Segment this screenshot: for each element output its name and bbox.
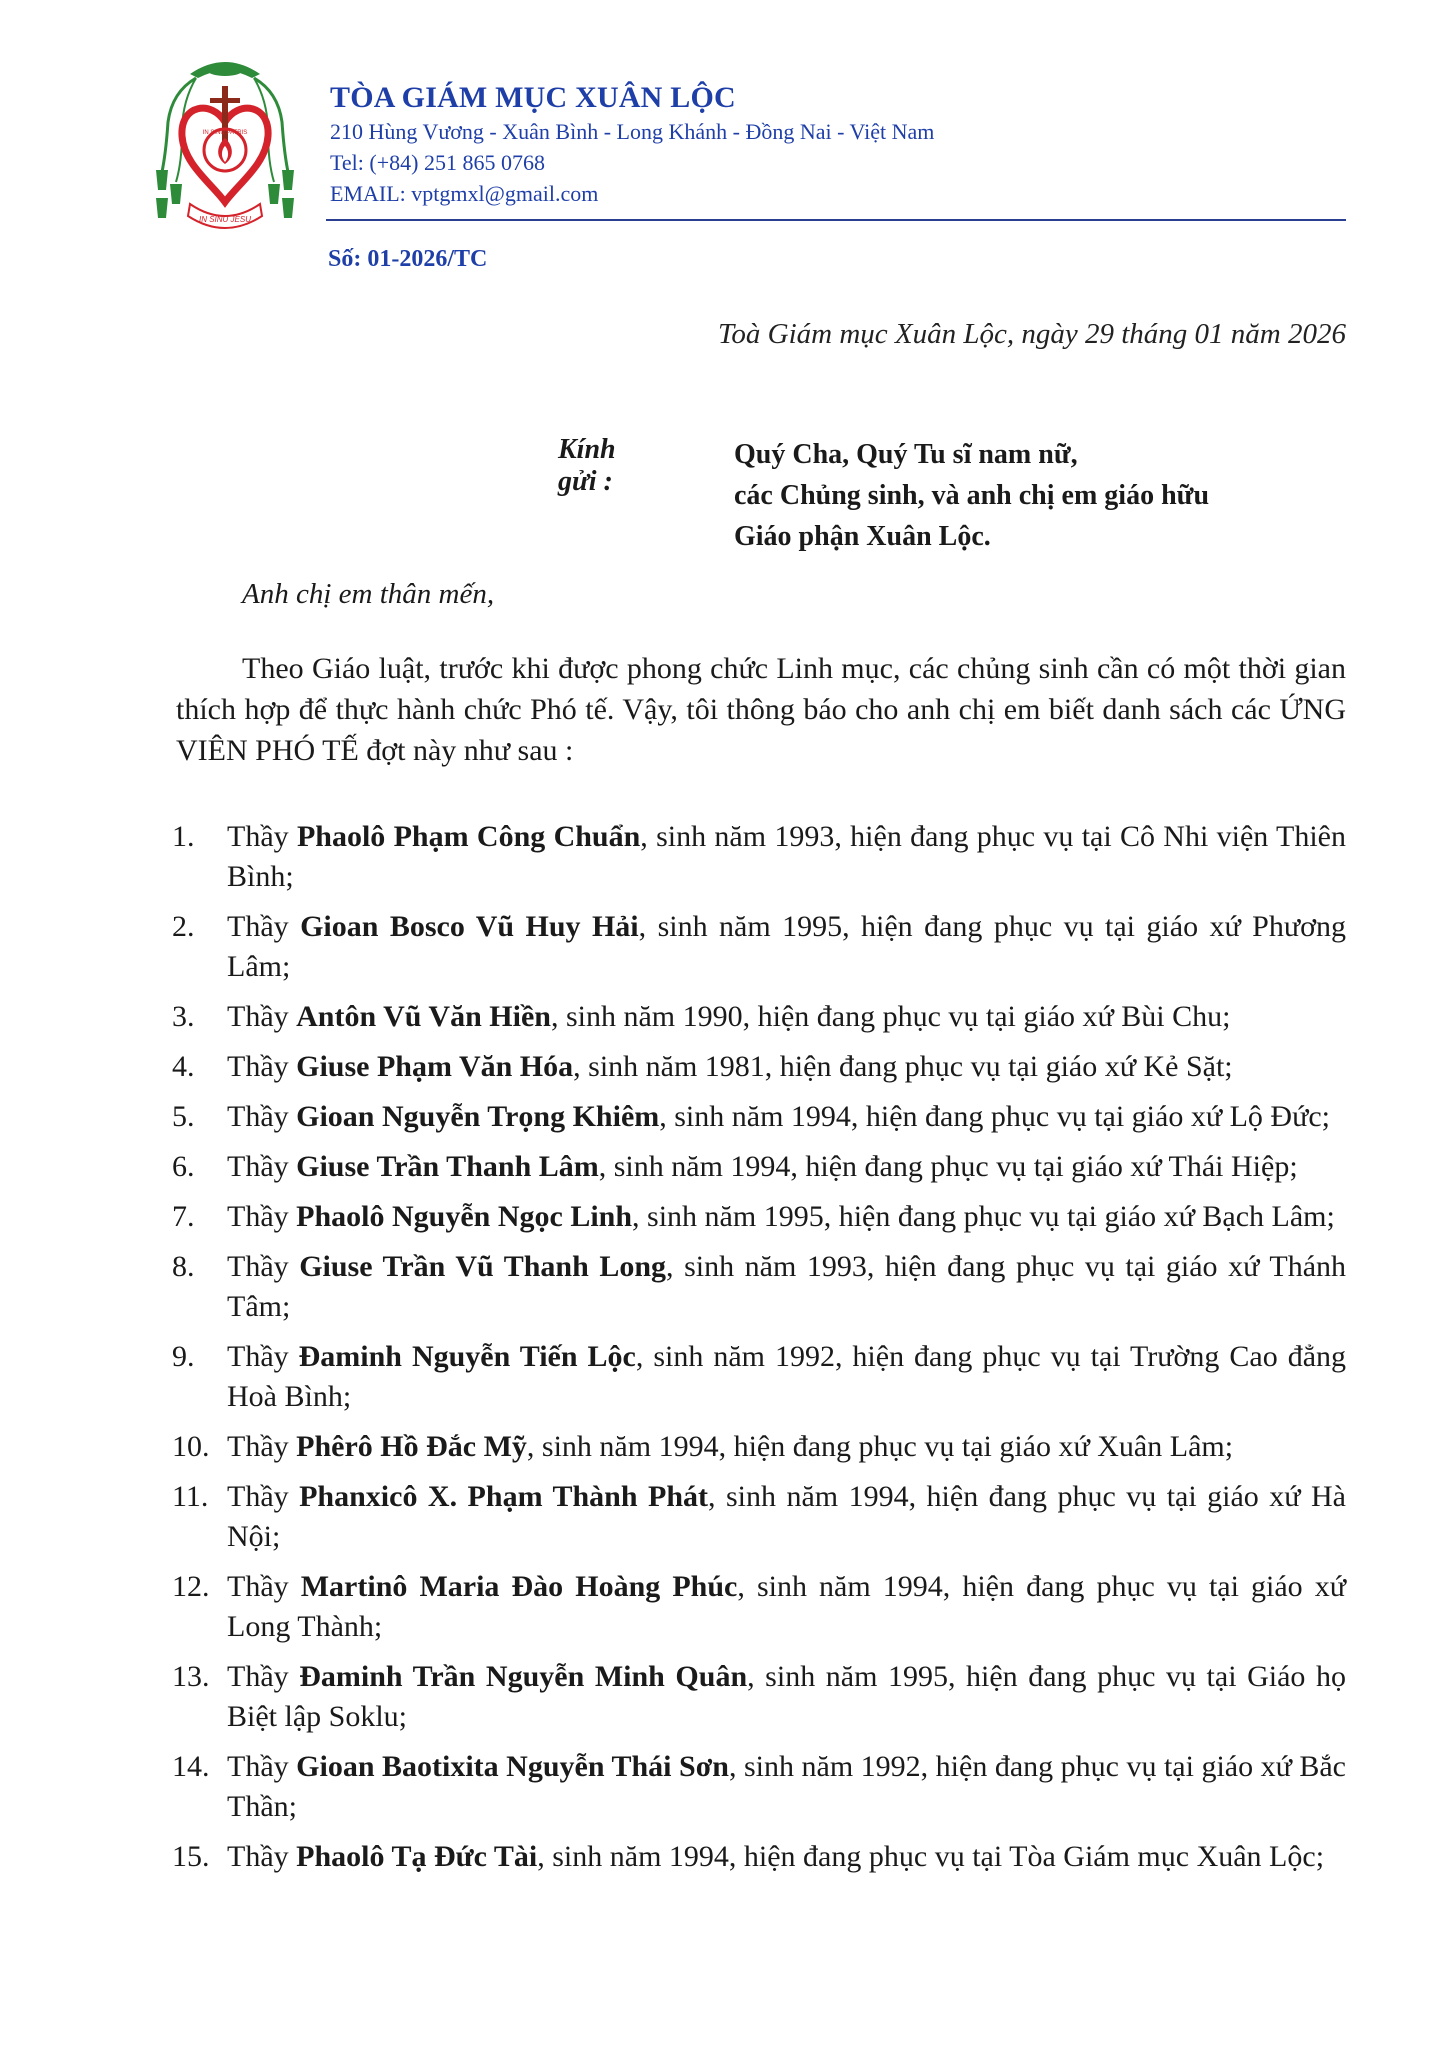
list-item: 15. Thầy Phaolô Tạ Đức Tài, sinh năm 1994, hiện đang phục vụ tại Tòa Giám mục Xuân Lộc; [176, 1837, 1346, 1877]
candidate-name: Martinô Maria Đào Hoàng Phúc [300, 1570, 738, 1603]
candidate-name: Giuse Trần Thanh Lâm [296, 1150, 599, 1183]
diocese-coat-of-arms-logo [152, 52, 298, 240]
candidate-name: Gioan Nguyễn Trọng Khiêm [296, 1100, 660, 1133]
candidate-name: Phaolô Phạm Công Chuẩn [296, 820, 641, 853]
list-item: 6. Thầy Giuse Trần Thanh Lâm, sinh năm 1994, hiện đang phục vụ tại giáo xứ Thái Hiệp; [176, 1147, 1346, 1187]
candidate-name: Đaminh Nguyễn Tiến Lộc [298, 1340, 636, 1373]
item-number: 10. [172, 1430, 210, 1463]
organization-header [330, 80, 934, 209]
list-item: 14. Thầy Gioan Baotixita Nguyễn Thái Sơn, sinh năm 1992, hiện đang phục vụ tại giáo xứ Bắc Thần; [176, 1747, 1346, 1827]
candidate-name: Gioan Bosco Vũ Huy Hải [300, 910, 639, 943]
item-number: 9. [172, 1340, 195, 1373]
list-item: 3. Thầy Antôn Vũ Văn Hiền, sinh năm 1990, hiện đang phục vụ tại giáo xứ Bùi Chu; [176, 997, 1346, 1037]
list-item: 2. Thầy Gioan Bosco Vũ Huy Hải, sinh năm 1995, hiện đang phục vụ tại giáo xứ Phương Lâm; [176, 907, 1346, 987]
header-divider [326, 219, 1346, 221]
organization-phone: Tel: (+84) 251 865 0768 [330, 150, 545, 175]
recipient-line: Quý Cha, Quý Tu sĩ nam nữ, [734, 439, 1078, 470]
item-number: 12. [172, 1570, 210, 1603]
list-item: 7. Thầy Phaolô Nguyễn Ngọc Linh, sinh năm 1995, hiện đang phục vụ tại giáo xứ Bạch Lâm; [176, 1197, 1346, 1237]
item-number: 14. [172, 1750, 210, 1783]
candidate-name: Phanxicô X. Phạm Thành Phát [299, 1480, 709, 1513]
recipient-line: các Chủng sinh, và anh chị em giáo hữu [734, 480, 1210, 511]
item-number: 5. [172, 1100, 195, 1133]
list-item: 4. Thầy Giuse Phạm Văn Hóa, sinh năm 1981, hiện đang phục vụ tại giáo xứ Kẻ Sặt; [176, 1047, 1346, 1087]
candidate-name: Gioan Baotixita Nguyễn Thái Sơn [296, 1750, 729, 1783]
item-number: 6. [172, 1150, 195, 1183]
item-number: 4. [172, 1050, 195, 1083]
document-number: Số: 01-2026/TC [328, 246, 488, 272]
candidate-name: Giuse Phạm Văn Hóa [296, 1050, 574, 1083]
candidate-name: Giuse Trần Vũ Thanh Long [299, 1250, 667, 1283]
svg-text:IN SINU PATRIS: IN SINU PATRIS [202, 130, 248, 136]
item-number: 15. [172, 1840, 210, 1873]
recipients-lines [734, 434, 1334, 557]
candidate-name: Phêrô Hồ Đắc Mỹ [296, 1430, 527, 1463]
item-number: 7. [172, 1200, 195, 1233]
item-number: 13. [172, 1660, 210, 1693]
list-item: 5. Thầy Gioan Nguyễn Trọng Khiêm, sinh năm 1994, hiện đang phục vụ tại giáo xứ Lộ Đức; [176, 1097, 1346, 1137]
intro-paragraph: Theo Giáo luật, trước khi được phong chức Linh mục, các chủng sinh cần có một thời gian thích hợp để thực hành chức Phó tế. Vậy, tôi thông báo cho anh chị em biết danh sách các ỨNG VIÊN PHÓ TẾ đợt này như sau : [176, 652, 1346, 767]
list-item: 10. Thầy Phêrô Hồ Đắc Mỹ, sinh năm 1994, hiện đang phục vụ tại giáo xứ Xuân Lâm; [176, 1427, 1346, 1467]
item-number: 1. [172, 820, 195, 853]
svg-text:IN SINU JESU: IN SINU JESU [198, 215, 252, 224]
recipient-line: Giáo phận Xuân Lộc. [734, 521, 991, 552]
recipients-label: Kính gửi : [558, 434, 616, 497]
candidate-list [172, 817, 1347, 1887]
list-item: 11. Thầy Phanxicô X. Phạm Thành Phát, sinh năm 1994, hiện đang phục vụ tại giáo xứ Hà Nội; [176, 1477, 1346, 1557]
item-number: 11. [172, 1480, 209, 1513]
organization-name: TÒA GIÁM MỤC XUÂN LỘC [330, 81, 736, 114]
list-item: 1. Thầy Phaolô Phạm Công Chuẩn, sinh năm 1993, hiện đang phục vụ tại Cô Nhi viện Thiên Bình; [176, 817, 1346, 897]
list-item: 12. Thầy Martinô Maria Đào Hoàng Phúc, sinh năm 1994, hiện đang phục vụ tại giáo xứ Long Thành; [176, 1567, 1346, 1647]
item-number: 2. [172, 910, 195, 943]
list-item: 9. Thầy Đaminh Nguyễn Tiến Lộc, sinh năm 1992, hiện đang phục vụ tại Trường Cao đẳng Hoà Bình; [176, 1337, 1346, 1417]
candidate-name: Antôn Vũ Văn Hiền [296, 1000, 551, 1033]
list-item: 8. Thầy Giuse Trần Vũ Thanh Long, sinh năm 1993, hiện đang phục vụ tại giáo xứ Thánh Tâm; [176, 1247, 1346, 1327]
list-item: 13. Thầy Đaminh Trần Nguyễn Minh Quân, sinh năm 1995, hiện đang phục vụ tại Giáo họ Biệt lập Soklu; [176, 1657, 1346, 1737]
organization-email: EMAIL: vptgmxl@gmail.com [330, 181, 599, 206]
candidate-name: Phaolô Tạ Đức Tài [296, 1840, 538, 1873]
greeting: Anh chị em thân mến, [242, 578, 495, 610]
candidate-name: Đaminh Trần Nguyễn Minh Quân [299, 1660, 748, 1693]
item-number: 3. [172, 1000, 195, 1033]
candidate-name: Phaolô Nguyễn Ngọc Linh [296, 1200, 633, 1233]
organization-address: 210 Hùng Vương - Xuân Bình - Long Khánh - Đồng Nai - Việt Nam [330, 119, 935, 144]
date-line: Toà Giám mục Xuân Lộc, ngày 29 tháng 01 năm 2026 [717, 318, 1346, 350]
item-number: 8. [172, 1250, 195, 1283]
